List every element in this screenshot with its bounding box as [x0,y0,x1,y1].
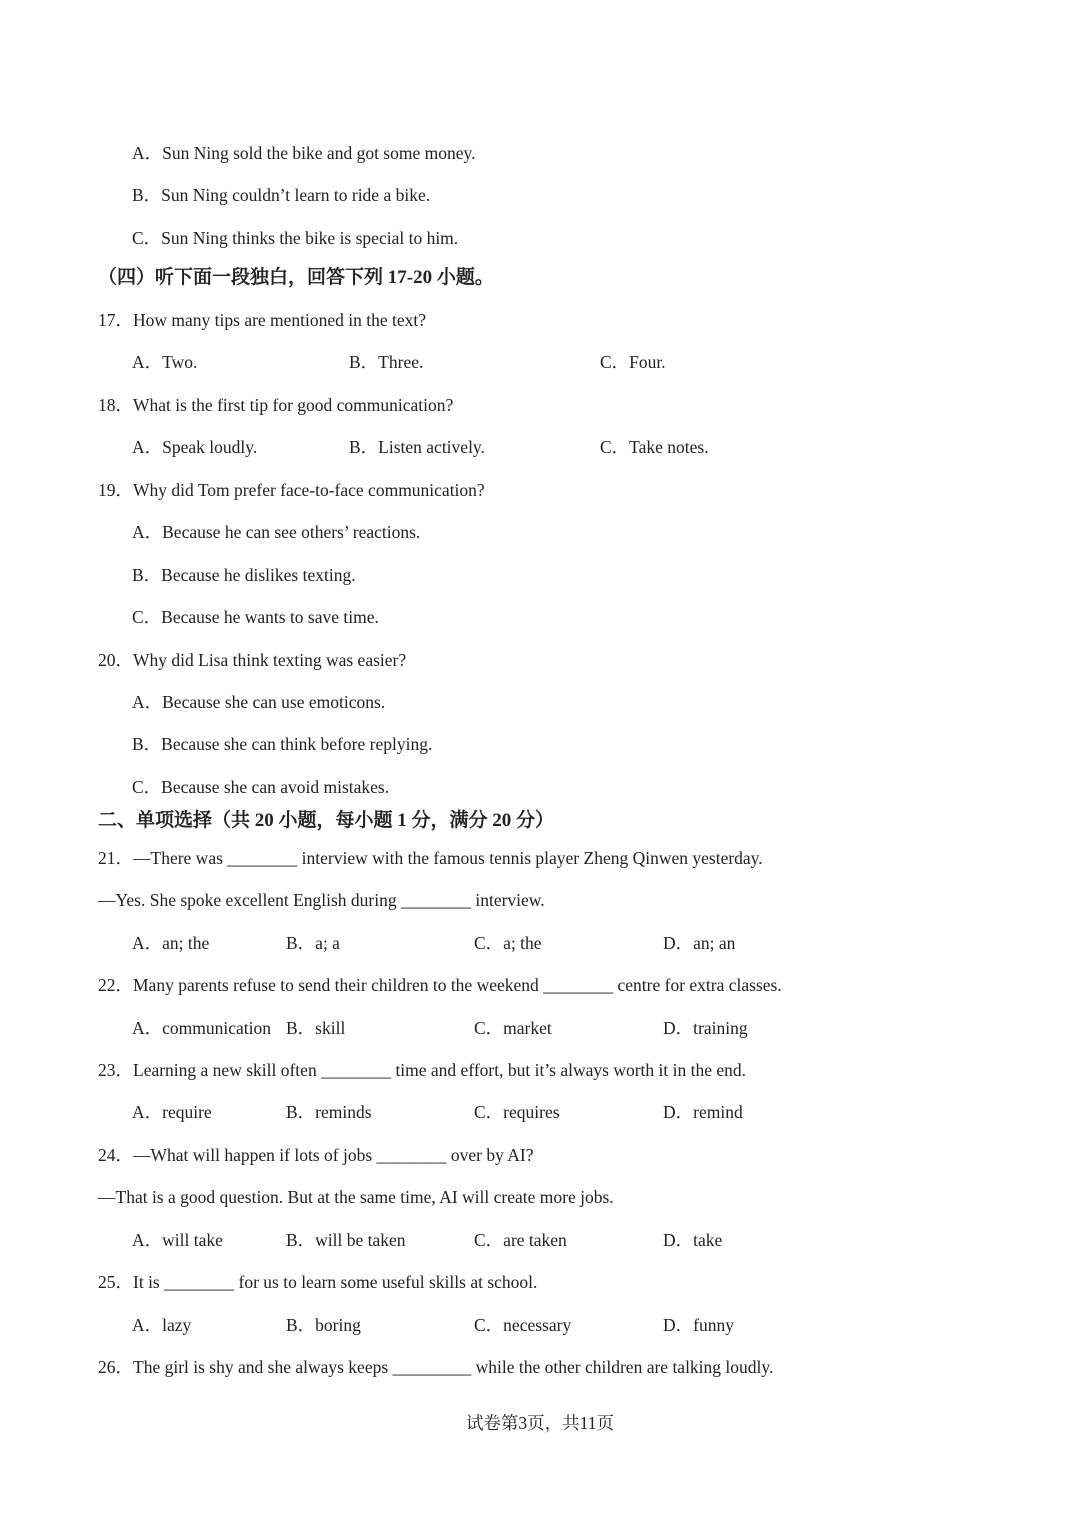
q20-option-c: C．Because she can avoid mistakes. [132,777,390,797]
part2-heading: 二、单项选择（共 20 小题，每小题 1 分，满分 20 分） [98,810,555,831]
q16-option-c: C．Sun Ning thinks the bike is special to him. [132,228,459,248]
q17-option-a: A．Two. [132,352,198,372]
q17-option-b: B．Three. [349,352,424,372]
q21-option-a: A．an; the [132,933,210,953]
q23-option-c: C．requires [474,1102,560,1122]
q24-option-b: B．will be taken [286,1230,406,1250]
q18-option-b: B．Listen actively. [349,437,485,457]
q16-option-a: A．Sun Ning sold the bike and got some money. [132,143,476,163]
q18-option-a: A．Speak loudly. [132,437,258,457]
q20-stem: 20．Why did Lisa think texting was easier? [98,650,407,670]
q25-stem: 25．It is ________ for us to learn some useful skills at school. [98,1272,538,1292]
q19-option-b: B．Because he dislikes texting. [132,565,356,585]
q24-option-d: D．take [663,1230,723,1250]
q21-stem-line2: —Yes. She spoke excellent English during ________ interview. [98,890,545,910]
q26-stem: 26．The girl is shy and she always keeps _________ while the other children are talking loudly. [98,1357,774,1377]
page-footer: 试卷第3页，共11页 [465,1413,615,1433]
q17-stem: 17．How many tips are mentioned in the text? [98,310,427,330]
q19-option-a: A．Because he can see others’ reactions. [132,522,421,542]
q25-option-d: D．funny [663,1315,734,1335]
q24-option-c: C．are taken [474,1230,567,1250]
q21-option-c: C．a; the [474,933,542,953]
q24-option-a: A．will take [132,1230,223,1250]
q24-stem-line2: —That is a good question. But at the same time, AI will create more jobs. [98,1187,614,1207]
q23-option-b: B．reminds [286,1102,372,1122]
q23-option-d: D．remind [663,1102,743,1122]
section4-heading: （四）听下面一段独白，回答下列 17-20 小题。 [98,267,494,288]
q17-option-c: C．Four. [600,352,666,372]
q21-option-b: B．a; a [286,933,340,953]
q25-option-b: B．boring [286,1315,361,1335]
q23-option-a: A．require [132,1102,212,1122]
q20-option-b: B．Because she can think before replying. [132,734,433,754]
q23-stem: 23．Learning a new skill often ________ time and effort, but it’s always worth it in the end. [98,1060,747,1080]
q21-stem-line1: 21．—There was ________ interview with the famous tennis player Zheng Qinwen yesterday. [98,848,763,868]
q25-option-c: C．necessary [474,1315,572,1335]
q19-option-c: C．Because he wants to save time. [132,607,379,627]
q22-option-c: C．market [474,1018,552,1038]
q18-option-c: C．Take notes. [600,437,709,457]
q22-stem: 22．Many parents refuse to send their children to the weekend ________ centre for extra classes. [98,975,782,995]
q25-option-a: A．lazy [132,1315,192,1335]
q21-option-d: D．an; an [663,933,736,953]
q16-option-b: B．Sun Ning couldn’t learn to ride a bike. [132,185,431,205]
q22-option-b: B．skill [286,1018,346,1038]
q18-stem: 18．What is the first tip for good communication? [98,395,454,415]
q22-option-d: D．training [663,1018,748,1038]
q24-stem-line1: 24．—What will happen if lots of jobs ________ over by AI? [98,1145,534,1165]
q19-stem: 19．Why did Tom prefer face-to-face communication? [98,480,485,500]
q22-option-a: A．communication [132,1018,272,1038]
q20-option-a: A．Because she can use emoticons. [132,692,386,712]
